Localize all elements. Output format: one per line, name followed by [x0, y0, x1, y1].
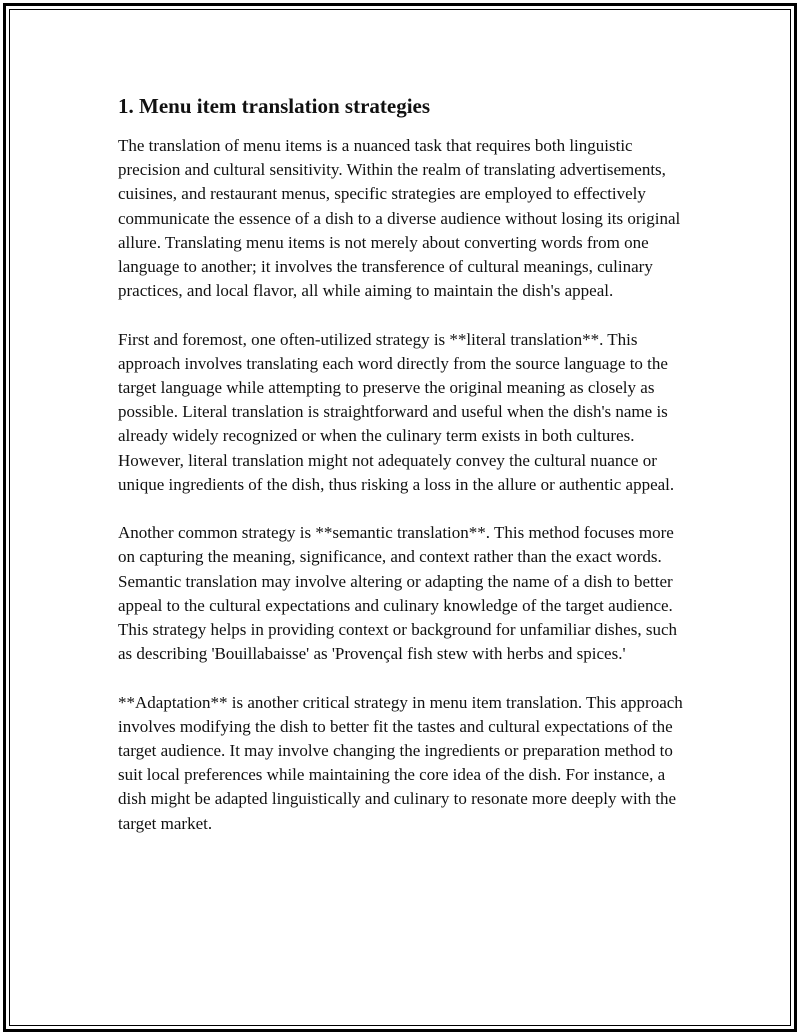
- paragraph-intro: The translation of menu items is a nuanced task that requires both linguistic precision and cultural sensitivity. Within the realm of translating advertisements, cuisines, and restaurant menus, specific strategies are employed to effectively communicate the essence of a dish to a diverse audience without losing its original allure. Translating menu items is not merely about converting words from one language to another; it involves the transference of cultural meanings, culinary practices, and local flavor, all while aiming to maintain the dish's appeal.: [118, 136, 681, 301]
- section-heading: 1. Menu item translation strategies: [118, 94, 431, 118]
- paragraph-literal-translation: First and foremost, one often-utilized strategy is **literal translation**. This approach involves translating each word directly from the source language to the target language while attempting to preserve the original meaning as closely as possible. Literal translation is straightforward and useful when the dish's name is already widely recognized or when the culinary term exists in both cultures. However, literal translation might not adequately convey the cultural nuance or unique ingredients of the dish, thus risking a loss in the allure or authentic appeal.: [118, 329, 675, 494]
- paragraph-semantic-translation: Another common strategy is **semantic translation**. This method focuses more on capturing the meaning, significance, and context rather than the exact words. Semantic translation may involve altering or adapting the name of a dish to better appeal to the cultural expectations and culinary knowledge of the target audience. This strategy helps in providing context or background for unfamiliar dishes, such as describing 'Bouillabaisse' as 'Provençal fish stew with herbs and spices.': [118, 523, 677, 664]
- document-body: [118, 92, 688, 860]
- paragraph-adaptation: **Adaptation** is another critical strategy in menu item translation. This approach involves modifying the dish to better fit the tastes and cultural expectations of the target audience. It may involve changing the ingredients or preparation method to suit local preferences while maintaining the core idea of the dish. For instance, a dish might be adapted linguistically and culinary to resonate more deeply with the target market.: [118, 692, 683, 833]
